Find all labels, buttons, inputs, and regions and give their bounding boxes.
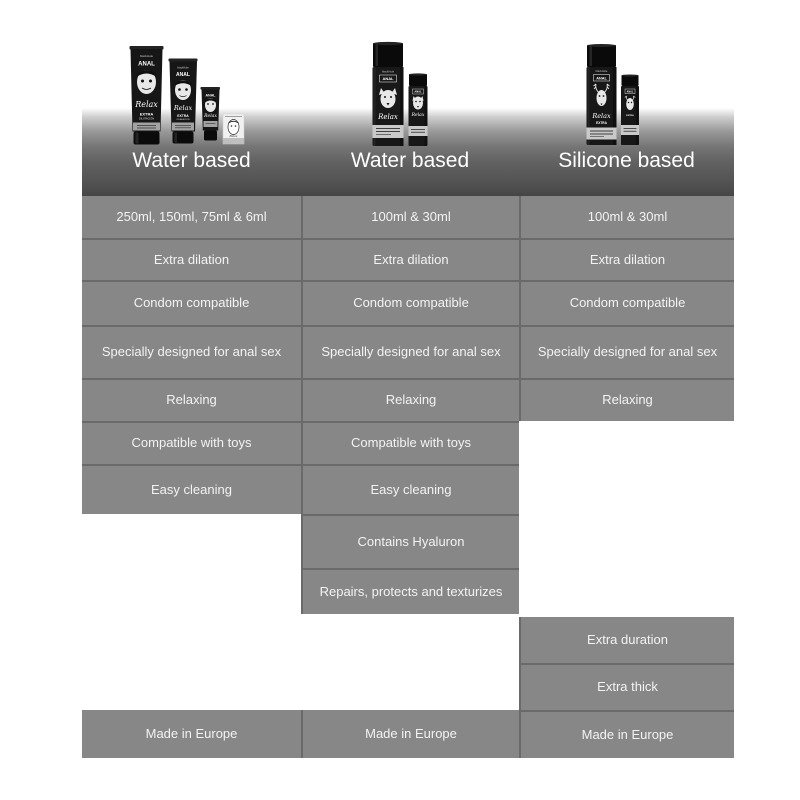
cell-w2-relaxing: Relaxing bbox=[301, 378, 519, 421]
gorilla-illustration bbox=[228, 120, 239, 135]
cell-w1-relaxing: Relaxing bbox=[82, 378, 301, 421]
cell-s-extra-dilation: Extra dilation bbox=[519, 238, 734, 280]
column-header-silicone: Silicone based bbox=[558, 149, 695, 172]
bottle-100ml bbox=[587, 44, 617, 145]
product-photo-tubes bbox=[122, 43, 247, 148]
tube-name-label: ANAL bbox=[176, 72, 190, 78]
column-header-water-tubes: Water based bbox=[132, 149, 251, 172]
tube-script-label: Relax bbox=[204, 114, 217, 119]
cell-w1-toys: Compatible with toys bbox=[82, 421, 301, 464]
bottle-30ml bbox=[621, 75, 639, 146]
cell-s-anal-design: Specially designed for anal sex bbox=[519, 325, 734, 378]
cell-w1-anal-design: Specially designed for anal sex bbox=[82, 325, 301, 378]
cell-w2-easy-cleaning: Easy cleaning bbox=[301, 464, 519, 514]
cell-w2-toys: Compatible with toys bbox=[301, 421, 519, 464]
bottle-variant-label: EXTRA bbox=[596, 121, 607, 125]
cell-s-condom-compatible: Condom compatible bbox=[519, 280, 734, 325]
cell-w2-condom-compatible: Condom compatible bbox=[301, 280, 519, 325]
bottle-name-label: ANAL bbox=[626, 90, 634, 94]
tube-variant-label: EXTRA bbox=[139, 111, 154, 117]
tube-variant-label: EXTRA bbox=[177, 114, 189, 118]
tube-medium bbox=[169, 59, 198, 144]
cell-w2-made-in-europe: Made in Europe bbox=[301, 710, 519, 758]
product-photo-water-bottles bbox=[367, 38, 433, 150]
tube-large bbox=[130, 46, 164, 145]
cell-s-extra-thick: Extra thick bbox=[519, 663, 734, 710]
bottle-script-label: Relax bbox=[411, 113, 425, 118]
cell-w2-hyaluron: Contains Hyaluron bbox=[301, 514, 519, 568]
cell-w1-condom-compatible: Condom compatible bbox=[82, 280, 301, 325]
tube-name-label: ANAL bbox=[138, 61, 155, 68]
product-photo-silicone-bottles bbox=[582, 36, 646, 148]
cell-w2-anal-design: Specially designed for anal sex bbox=[301, 325, 519, 378]
gorilla-illustration bbox=[205, 98, 216, 112]
cell-s-sizes: 100ml & 30ml bbox=[519, 196, 734, 238]
tube-variant2-label: DILATACIÓN bbox=[176, 119, 190, 122]
cell-s-extra-duration: Extra duration bbox=[519, 617, 734, 663]
sachet-script-label: Relax bbox=[229, 134, 238, 138]
bottle-brand-label: blackHole bbox=[381, 69, 395, 74]
cell-w2-extra-dilation: Extra dilation bbox=[301, 238, 519, 280]
cell-w1-sizes: 250ml, 150ml, 75ml & 6ml bbox=[82, 196, 301, 238]
cell-w1-made-in-europe: Made in Europe bbox=[82, 710, 301, 758]
cell-s-relaxing: Relaxing bbox=[519, 378, 734, 421]
bottle-script-label: Relax bbox=[378, 113, 398, 121]
tube-variant2-label: DILATACIÓN bbox=[138, 117, 155, 121]
tube-script-label: Relax bbox=[135, 100, 158, 109]
cell-s-made-in-europe: Made in Europe bbox=[519, 710, 734, 758]
bottle-variant-label: EXTRA bbox=[626, 115, 634, 117]
bottle-brand-label: blackHole bbox=[595, 70, 608, 73]
bottle-script-label: Relax bbox=[592, 112, 611, 120]
column-header-water-bottles: Water based bbox=[350, 149, 470, 172]
tube-name-label: ANAL bbox=[205, 93, 216, 98]
cell-w1-extra-dilation: Extra dilation bbox=[82, 238, 301, 280]
bottle-name-label: ANAL bbox=[382, 76, 394, 81]
tube-script-label: Relax bbox=[173, 104, 193, 112]
bottle-name-label: ANAL bbox=[414, 90, 422, 94]
tube-brand-label: blackHole bbox=[139, 54, 154, 58]
cell-w2-repairs: Repairs, protects and texturizes bbox=[301, 568, 519, 614]
cell-w1-easy-cleaning: Easy cleaning bbox=[82, 464, 301, 514]
tube-small bbox=[201, 87, 221, 141]
tube-brand-label: blackHole bbox=[177, 66, 189, 70]
bottle-name-label: ANAL bbox=[596, 76, 607, 81]
sachet bbox=[223, 114, 244, 144]
bottle-100ml bbox=[373, 42, 404, 146]
cell-w2-sizes: 100ml & 30ml bbox=[301, 196, 519, 238]
bottle-30ml bbox=[409, 73, 428, 146]
